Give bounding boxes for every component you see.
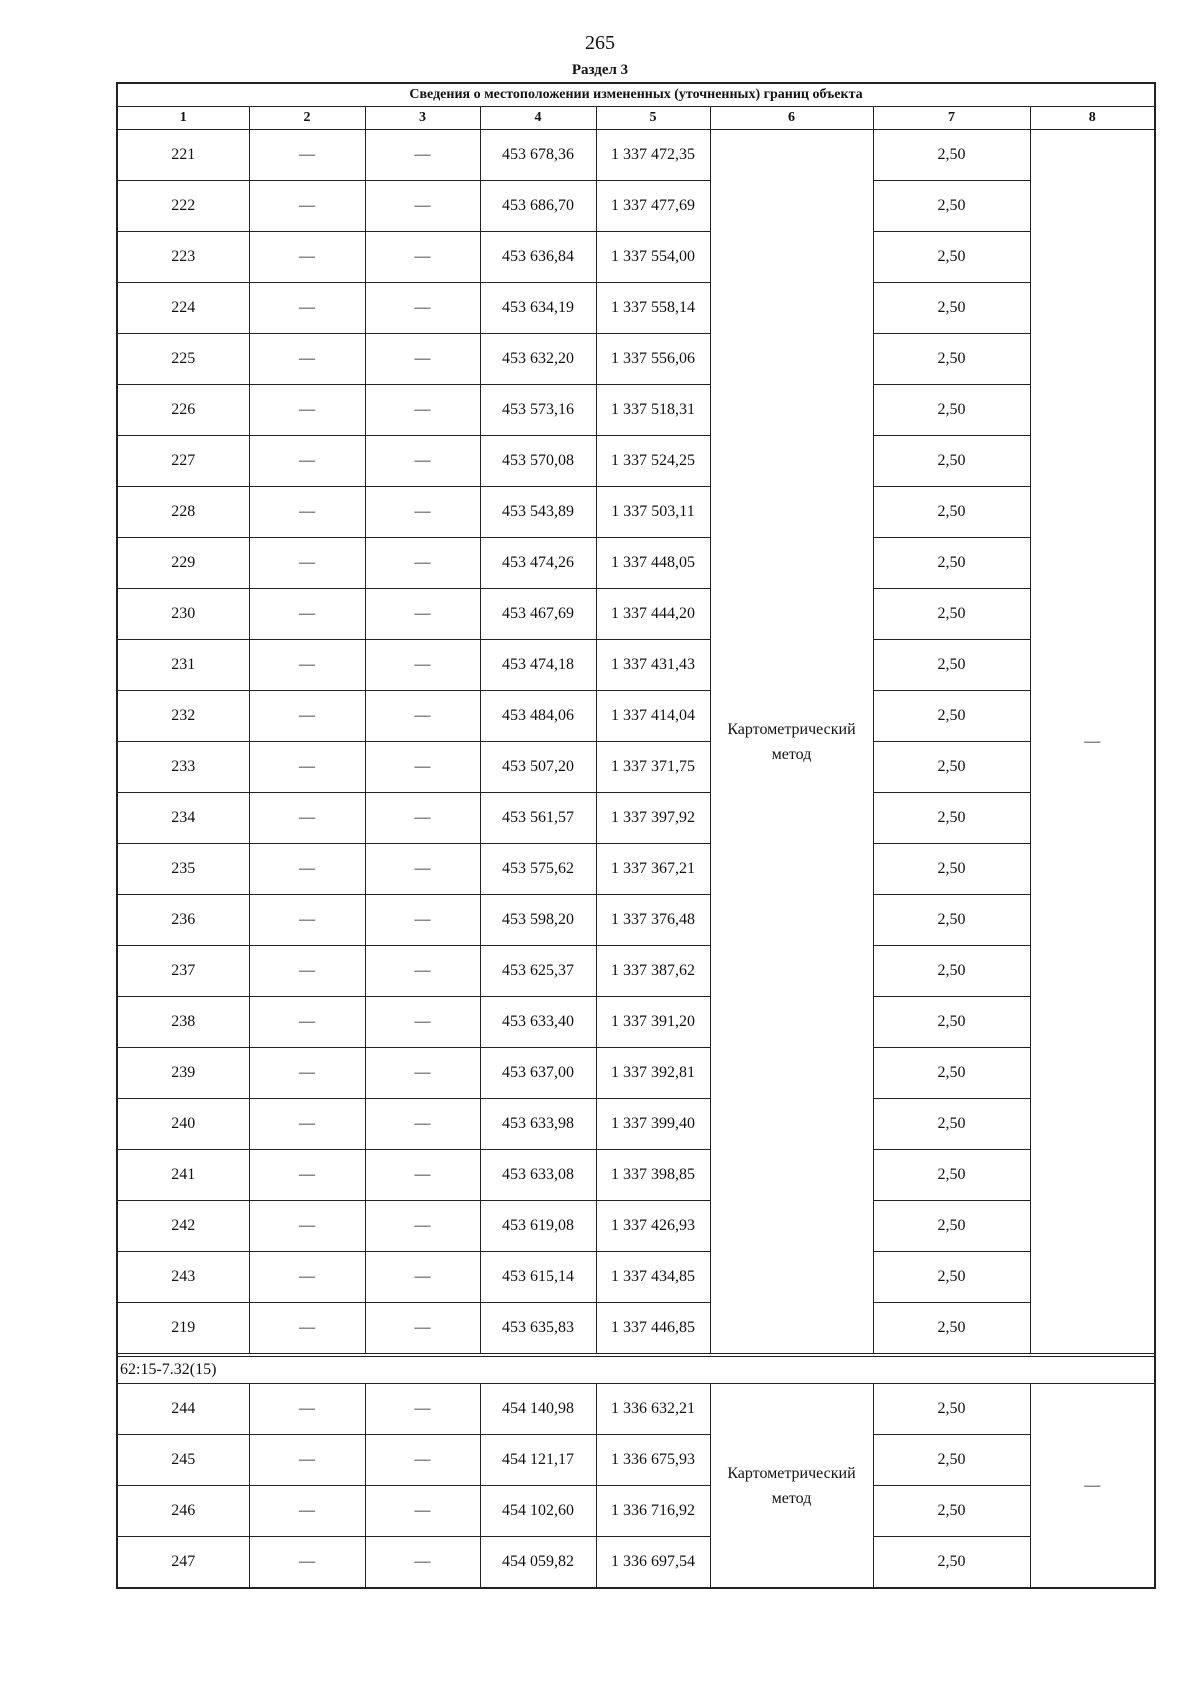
point-number: 245 <box>117 1435 249 1486</box>
column-number-3: 3 <box>365 107 480 130</box>
table-row <box>117 1048 1155 1099</box>
col3-dash: — <box>365 436 480 487</box>
coordinate-y: 1 336 697,54 <box>596 1537 710 1589</box>
point-number: 241 <box>117 1150 249 1201</box>
table-row <box>117 436 1155 487</box>
col2-dash: — <box>249 436 365 487</box>
col2-dash: — <box>249 487 365 538</box>
coordinate-x: 453 634,19 <box>480 283 596 334</box>
col3-dash: — <box>365 181 480 232</box>
table-row <box>117 130 1155 181</box>
coordinate-x: 454 140,98 <box>480 1384 596 1435</box>
column-number-8: 8 <box>1030 107 1155 130</box>
coordinate-x: 453 632,20 <box>480 334 596 385</box>
table-row <box>117 1150 1155 1201</box>
table-row <box>117 895 1155 946</box>
precision-value: 2,50 <box>873 844 1030 895</box>
col3-dash: — <box>365 1099 480 1150</box>
col3-dash: — <box>365 1435 480 1486</box>
coordinate-y: 1 337 472,35 <box>596 130 710 181</box>
point-number: 236 <box>117 895 249 946</box>
col2-dash: — <box>249 589 365 640</box>
table-row <box>117 793 1155 844</box>
col2-dash: — <box>249 640 365 691</box>
col2-dash: — <box>249 1303 365 1354</box>
precision-value: 2,50 <box>873 793 1030 844</box>
page-number: 265 <box>585 32 615 54</box>
col3-dash: — <box>365 946 480 997</box>
col3-dash: — <box>365 487 480 538</box>
col3-dash: — <box>365 538 480 589</box>
col3-dash: — <box>365 1303 480 1354</box>
precision-value: 2,50 <box>873 232 1030 283</box>
coordinate-y: 1 337 371,75 <box>596 742 710 793</box>
point-number: 227 <box>117 436 249 487</box>
precision-value: 2,50 <box>873 1201 1030 1252</box>
point-number: 247 <box>117 1537 249 1589</box>
coordinate-x: 453 474,26 <box>480 538 596 589</box>
precision-value: 2,50 <box>873 691 1030 742</box>
coordinate-x: 453 484,06 <box>480 691 596 742</box>
col2-dash: — <box>249 1150 365 1201</box>
point-number: 223 <box>117 232 249 283</box>
coordinate-y: 1 337 431,43 <box>596 640 710 691</box>
precision-value: 2,50 <box>873 1150 1030 1201</box>
table-row <box>117 1384 1155 1435</box>
table-row <box>117 334 1155 385</box>
col3-dash: — <box>365 589 480 640</box>
col2-dash: — <box>249 997 365 1048</box>
col2-dash: — <box>249 1252 365 1303</box>
coordinate-y: 1 336 675,93 <box>596 1435 710 1486</box>
col2-dash: — <box>249 1384 365 1435</box>
point-number: 229 <box>117 538 249 589</box>
coordinate-x: 453 625,37 <box>480 946 596 997</box>
col2-dash: — <box>249 232 365 283</box>
col2-dash: — <box>249 1435 365 1486</box>
coordinate-y: 1 337 387,62 <box>596 946 710 997</box>
col3-dash: — <box>365 793 480 844</box>
point-number: 240 <box>117 1099 249 1150</box>
boundary-coordinates-table <box>116 82 1156 1589</box>
col3-dash: — <box>365 283 480 334</box>
precision-value: 2,50 <box>873 1435 1030 1486</box>
col3-dash: — <box>365 1384 480 1435</box>
precision-value: 2,50 <box>873 997 1030 1048</box>
group-label-row <box>117 1357 1155 1384</box>
table-row <box>117 589 1155 640</box>
col3-dash: — <box>365 691 480 742</box>
coordinate-x: 453 467,69 <box>480 589 596 640</box>
table-row <box>117 1537 1155 1589</box>
col2-dash: — <box>249 385 365 436</box>
table-row <box>117 283 1155 334</box>
col2-dash: — <box>249 1099 365 1150</box>
point-number: 224 <box>117 283 249 334</box>
col3-dash: — <box>365 334 480 385</box>
table-row <box>117 487 1155 538</box>
column-number-row <box>117 107 1155 130</box>
col2-dash: — <box>249 1048 365 1099</box>
table-row <box>117 181 1155 232</box>
precision-value: 2,50 <box>873 895 1030 946</box>
precision-value: 2,50 <box>873 130 1030 181</box>
section-title: Раздел 3 <box>571 62 629 78</box>
col2-dash: — <box>249 538 365 589</box>
col2-dash: — <box>249 946 365 997</box>
precision-value: 2,50 <box>873 1384 1030 1435</box>
col2-dash: — <box>249 1486 365 1537</box>
table-row <box>117 640 1155 691</box>
col8-dash: — <box>1030 1384 1155 1589</box>
precision-value: 2,50 <box>873 640 1030 691</box>
column-number-1: 1 <box>117 107 249 130</box>
coordinate-x: 453 633,08 <box>480 1150 596 1201</box>
col2-dash: — <box>249 742 365 793</box>
column-number-2: 2 <box>249 107 365 130</box>
precision-value: 2,50 <box>873 1099 1030 1150</box>
coordinate-x: 454 121,17 <box>480 1435 596 1486</box>
coordinate-y: 1 337 524,25 <box>596 436 710 487</box>
col8-dash: — <box>1030 130 1155 1354</box>
table-row <box>117 1201 1155 1252</box>
col2-dash: — <box>249 334 365 385</box>
coordinate-y: 1 337 391,20 <box>596 997 710 1048</box>
column-number-7: 7 <box>873 107 1030 130</box>
table-row <box>117 844 1155 895</box>
col3-dash: — <box>365 232 480 283</box>
point-number: 244 <box>117 1384 249 1435</box>
col2-dash: — <box>249 130 365 181</box>
point-number: 225 <box>117 334 249 385</box>
table-row <box>117 946 1155 997</box>
coordinate-x: 453 635,83 <box>480 1303 596 1354</box>
col3-dash: — <box>365 742 480 793</box>
coordinate-x: 453 474,18 <box>480 640 596 691</box>
point-number: 222 <box>117 181 249 232</box>
column-number-6: 6 <box>710 107 873 130</box>
precision-value: 2,50 <box>873 946 1030 997</box>
table-body <box>117 130 1155 1589</box>
precision-value: 2,50 <box>873 385 1030 436</box>
col3-dash: — <box>365 1252 480 1303</box>
column-number-5: 5 <box>596 107 710 130</box>
col3-dash: — <box>365 895 480 946</box>
col3-dash: — <box>365 640 480 691</box>
coordinate-x: 453 570,08 <box>480 436 596 487</box>
coordinate-x: 453 543,89 <box>480 487 596 538</box>
coordinate-y: 1 337 367,21 <box>596 844 710 895</box>
precision-value: 2,50 <box>873 538 1030 589</box>
coordinate-x: 453 678,36 <box>480 130 596 181</box>
coordinate-x: 453 561,57 <box>480 793 596 844</box>
col3-dash: — <box>365 130 480 181</box>
point-number: 221 <box>117 130 249 181</box>
table-row <box>117 742 1155 793</box>
coordinate-x: 453 615,14 <box>480 1252 596 1303</box>
point-number: 246 <box>117 1486 249 1537</box>
coordinate-x: 453 573,16 <box>480 385 596 436</box>
coordinate-y: 1 337 414,04 <box>596 691 710 742</box>
precision-value: 2,50 <box>873 589 1030 640</box>
point-number: 242 <box>117 1201 249 1252</box>
group-label: 62:15-7.32(15) <box>117 1357 1155 1384</box>
table-row <box>117 1099 1155 1150</box>
coordinate-x: 453 637,00 <box>480 1048 596 1099</box>
col2-dash: — <box>249 844 365 895</box>
coordinate-y: 1 336 632,21 <box>596 1384 710 1435</box>
point-number: 235 <box>117 844 249 895</box>
point-number: 231 <box>117 640 249 691</box>
column-number-4: 4 <box>480 107 596 130</box>
precision-value: 2,50 <box>873 742 1030 793</box>
col3-dash: — <box>365 844 480 895</box>
col2-dash: — <box>249 181 365 232</box>
col2-dash: — <box>249 1537 365 1589</box>
coordinate-x: 453 636,84 <box>480 232 596 283</box>
table-row <box>117 1303 1155 1354</box>
coordinate-y: 1 337 503,11 <box>596 487 710 538</box>
precision-value: 2,50 <box>873 1486 1030 1537</box>
col3-dash: — <box>365 1486 480 1537</box>
point-number: 234 <box>117 793 249 844</box>
table-row <box>117 232 1155 283</box>
col2-dash: — <box>249 895 365 946</box>
col2-dash: — <box>249 1201 365 1252</box>
col3-dash: — <box>365 1537 480 1589</box>
coordinate-x: 453 633,98 <box>480 1099 596 1150</box>
method-cell: Картометрический метод <box>710 1384 873 1589</box>
table-caption: Сведения о местоположении измененных (уточненных) границ объекта <box>117 83 1155 107</box>
point-number: 219 <box>117 1303 249 1354</box>
point-number: 232 <box>117 691 249 742</box>
table-row <box>117 538 1155 589</box>
precision-value: 2,50 <box>873 334 1030 385</box>
table-row <box>117 997 1155 1048</box>
point-number: 238 <box>117 997 249 1048</box>
table-row <box>117 691 1155 742</box>
precision-value: 2,50 <box>873 1537 1030 1589</box>
col2-dash: — <box>249 691 365 742</box>
table-row <box>117 1435 1155 1486</box>
precision-value: 2,50 <box>873 436 1030 487</box>
coordinate-y: 1 337 444,20 <box>596 589 710 640</box>
col3-dash: — <box>365 1150 480 1201</box>
coordinate-x: 453 619,08 <box>480 1201 596 1252</box>
coordinate-y: 1 337 434,85 <box>596 1252 710 1303</box>
col2-dash: — <box>249 793 365 844</box>
coordinate-y: 1 337 398,85 <box>596 1150 710 1201</box>
col3-dash: — <box>365 385 480 436</box>
precision-value: 2,50 <box>873 487 1030 538</box>
col3-dash: — <box>365 1048 480 1099</box>
coordinate-y: 1 337 448,05 <box>596 538 710 589</box>
coordinate-y: 1 337 399,40 <box>596 1099 710 1150</box>
coordinate-y: 1 337 426,93 <box>596 1201 710 1252</box>
point-number: 228 <box>117 487 249 538</box>
point-number: 239 <box>117 1048 249 1099</box>
col2-dash: — <box>249 283 365 334</box>
coordinate-y: 1 337 518,31 <box>596 385 710 436</box>
coordinate-x: 454 059,82 <box>480 1537 596 1589</box>
point-number: 237 <box>117 946 249 997</box>
table-row <box>117 385 1155 436</box>
coordinate-y: 1 337 397,92 <box>596 793 710 844</box>
coordinate-y: 1 336 716,92 <box>596 1486 710 1537</box>
point-number: 230 <box>117 589 249 640</box>
coordinate-x: 453 598,20 <box>480 895 596 946</box>
coordinate-y: 1 337 376,48 <box>596 895 710 946</box>
point-number: 233 <box>117 742 249 793</box>
precision-value: 2,50 <box>873 1048 1030 1099</box>
coordinate-y: 1 337 554,00 <box>596 232 710 283</box>
col3-dash: — <box>365 1201 480 1252</box>
coordinate-x: 453 507,20 <box>480 742 596 793</box>
precision-value: 2,50 <box>873 283 1030 334</box>
coordinate-x: 453 633,40 <box>480 997 596 1048</box>
precision-value: 2,50 <box>873 1252 1030 1303</box>
precision-value: 2,50 <box>873 181 1030 232</box>
coordinate-y: 1 337 556,06 <box>596 334 710 385</box>
method-cell: Картометрический метод <box>710 130 873 1354</box>
coordinate-y: 1 337 392,81 <box>596 1048 710 1099</box>
col3-dash: — <box>365 997 480 1048</box>
coordinate-y: 1 337 446,85 <box>596 1303 710 1354</box>
table-row <box>117 1486 1155 1537</box>
point-number: 243 <box>117 1252 249 1303</box>
table-row <box>117 1252 1155 1303</box>
coordinate-y: 1 337 558,14 <box>596 283 710 334</box>
coordinate-y: 1 337 477,69 <box>596 181 710 232</box>
coordinate-x: 453 686,70 <box>480 181 596 232</box>
point-number: 226 <box>117 385 249 436</box>
coordinate-x: 453 575,62 <box>480 844 596 895</box>
precision-value: 2,50 <box>873 1303 1030 1354</box>
coordinate-x: 454 102,60 <box>480 1486 596 1537</box>
